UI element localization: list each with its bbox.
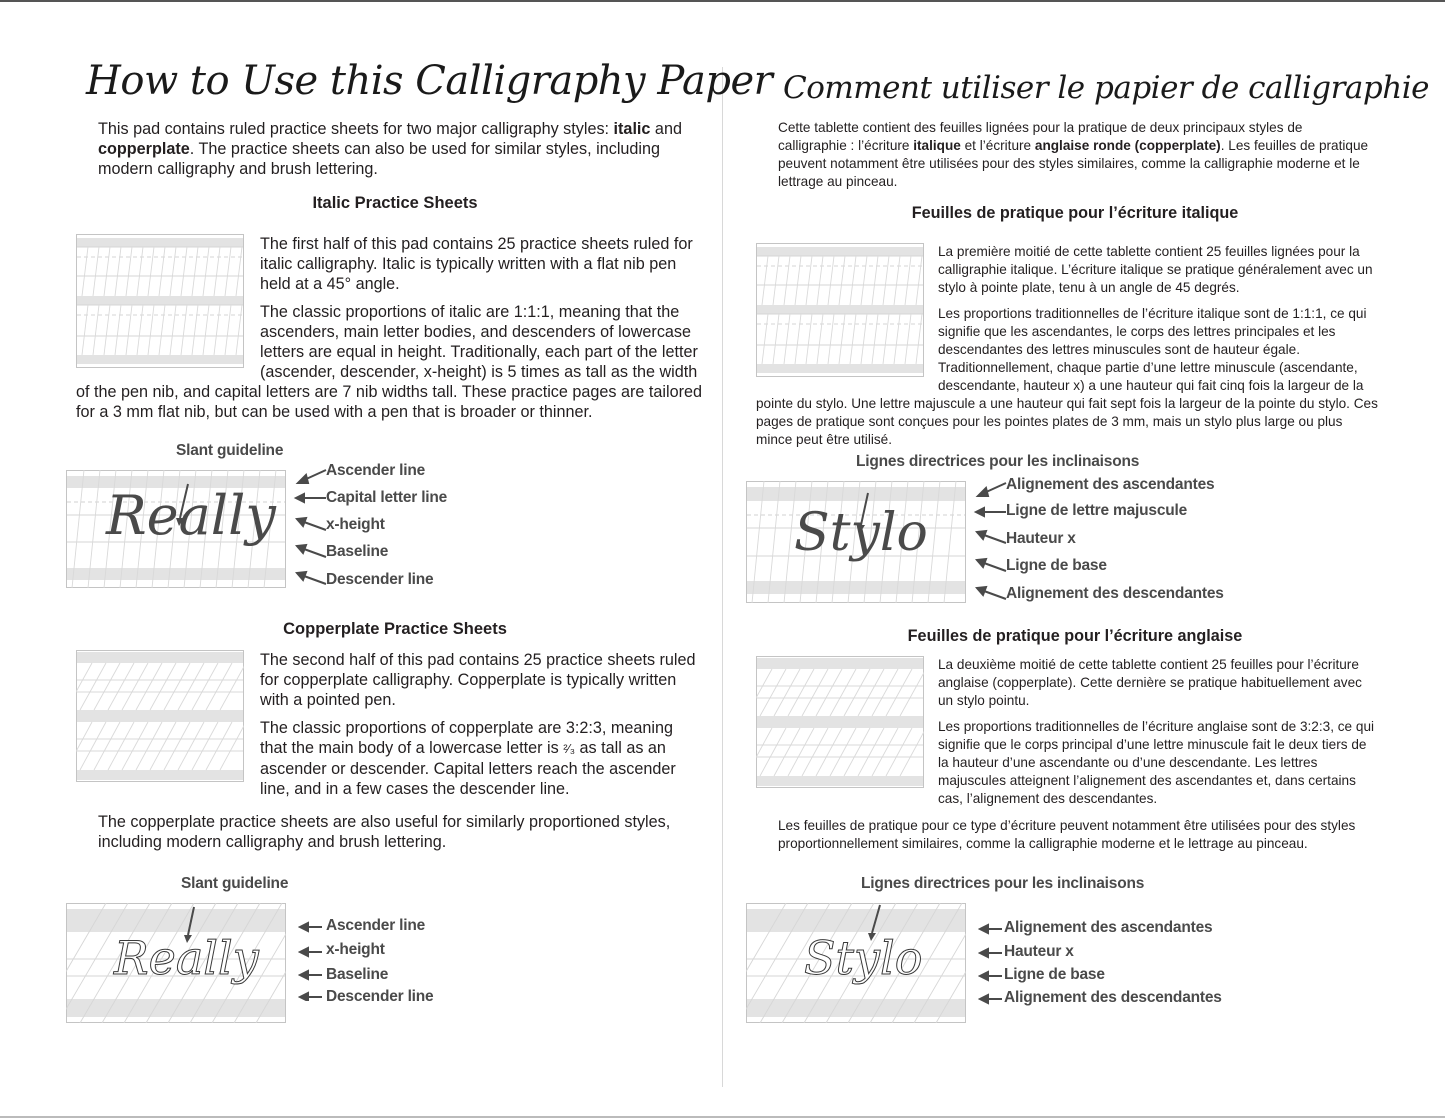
copperplate-para-3-fr: Les feuilles de pratique pour ce type d’écriture peuvent notamment être utilisées pour des styles proportionnellement similaires, comme la calligraphie moderne et le lettrage au pinceau.	[778, 818, 1356, 851]
label-alignement-ascendantes: Alignement des ascendantes	[1004, 919, 1213, 936]
arrow-icons	[292, 464, 328, 590]
copperplate-sheet-thumbnail	[76, 650, 244, 782]
label-alignement-descendantes: Alignement des descendantes	[1004, 989, 1222, 1006]
label-x-height: x-height	[326, 941, 385, 958]
sample-word-really-italic: Really	[106, 484, 276, 547]
copperplate-para-3-en: The copperplate practice sheets are also useful for similarly proportioned styles, including modern calligraphy and brush lettering.	[98, 813, 671, 851]
page-divider	[722, 67, 723, 1087]
italic-section-heading-fr: Feuilles de pratique pour l’écriture italique	[911, 204, 1239, 222]
sample-word-really-copperplate: Really	[114, 931, 259, 985]
italic-section-body-fr	[756, 243, 1378, 449]
copperplate-section-body-fr	[756, 656, 1378, 808]
copperplate-diagram-fr	[746, 875, 1246, 1035]
italic-diagram-fr	[746, 453, 1246, 613]
label-x-height: x-height	[326, 516, 385, 533]
intro-paragraph-fr: Cette tablette contient des feuilles lignées pour la pratique de deux principaux styles de calligraphie : l’écriture italique et l’écriture anglaise ronde (copperplate). Les feuilles de pratique peuvent notamment être utilisées pour des styles similaires, comme la calligraphie moderne et le lettrage au pinceau.	[778, 120, 1369, 189]
label-ascender-line: Ascender line	[326, 917, 426, 934]
label-alignement-ascendantes: Alignement des ascendantes	[1006, 476, 1215, 493]
arrow-icons	[972, 475, 1008, 603]
page-title-en: How to Use this Calligraphy Paper	[86, 58, 773, 104]
copperplate-para-1-en: The second half of this pad contains 25 practice sheets ruled for copperplate calligraphy. Copperplate is typically written with a pointed pen.	[260, 651, 696, 709]
label-ligne-de-base: Ligne de base	[1004, 966, 1105, 983]
arrow-icons	[978, 921, 1004, 1005]
copperplate-para-1-fr: La deuxième moitié de cette tablette contient 25 feuilles pour l’écriture anglaise (copperplate). Cette dernière se pratique habituellement avec un stylo pointu.	[938, 657, 1362, 708]
copperplate-section-body-en	[76, 650, 702, 799]
label-hauteur-x: Hauteur x	[1006, 530, 1076, 547]
label-descender-line: Descender line	[326, 988, 434, 1005]
slant-guideline-label: Slant guideline	[176, 442, 284, 459]
italic-para-2-fr: Les proportions traditionnelles de l’écriture italique sont de 1:1:1, ce qui signifie que les ascendantes, le corps des lettres principales et les descendantes des lettres minuscules sont de hauteur égale. Traditionnellement, chaque partie d’une lettre minuscule (ascendante, descendante, hauteur x) a une hauteur qui fait cinq fois la largeur de la pointe du stylo. Une lettre majuscule a une hauteur qui fait sept fois la largeur de la pointe du stylo. Ces pages de pratique sont conçues pour les pointes plates de 3 mm, mais un stylo plus large ou plus mince peut être utilisé.	[756, 306, 1378, 447]
label-baseline: Baseline	[326, 543, 389, 560]
label-ligne-lettre-majuscule: Ligne de lettre majuscule	[1006, 502, 1188, 519]
italic-sheet-thumbnail	[76, 234, 244, 368]
label-alignement-descendantes: Alignement des descendantes	[1006, 585, 1224, 602]
italic-para-1-fr: La première moitié de cette tablette contient 25 feuilles lignées pour la calligraphie italique. L’écriture italique se pratique généralement avec un stylo à pointe plate, tenu à un angle de 45 degrés.	[938, 244, 1373, 295]
copperplate-para-2-en: The classic proportions of copperplate are 3:2:3, meaning that the main body of a lowercase letter is ²⁄₃ as tall as an ascender or descender. Capital letters reach the ascender line, and in a few cases the descender line.	[260, 719, 676, 798]
label-descender-line: Descender line	[326, 571, 434, 588]
copperplate-para-2-fr: Les proportions traditionnelles de l’écriture anglaise sont de 3:2:3, ce qui signifie que le corps principal d’une lettre minuscule fait le deux tiers de la hauteur d’une ascendante ou d’une descendante. Les lettres majuscules atteignent l’alignement des ascendantes et, dans certains cas, l’alignement des descendantes.	[938, 719, 1375, 806]
italic-para-1-en: The first half of this pad contains 25 practice sheets ruled for italic calligraphy. Italic is typically written with a flat nib pen held at a 45° angle.	[260, 235, 693, 293]
italic-sheet-thumbnail-fr	[756, 243, 924, 377]
italic-section-heading-en: Italic Practice Sheets	[312, 194, 478, 212]
italic-para-2-en: The classic proportions of italic are 1:1:1, meaning that the ascenders, main letter bodies, and descenders of lowercase letters are equal in height. Traditionally, each part of the letter (ascender, descender, x-height) is 5 times as tall as the width of the pen nib, and capital letters are 7 nib widths tall. These practice pages are tailored for a 3 mm flat nib, but can be used with a pen that is broader or thinner.	[76, 303, 702, 421]
label-ascender-line: Ascender line	[326, 462, 426, 479]
slant-guideline-label-fr: Lignes directrices pour les inclinaisons	[861, 875, 1145, 892]
label-capital-letter-line: Capital letter line	[326, 489, 448, 506]
label-baseline: Baseline	[326, 966, 389, 983]
copperplate-section-heading-en: Copperplate Practice Sheets	[283, 620, 507, 638]
slant-guideline-label-fr: Lignes directrices pour les inclinaisons	[856, 453, 1140, 470]
arrow-icons	[298, 919, 324, 1001]
copperplate-section-heading-fr: Feuilles de pratique pour l’écriture anglaise	[907, 627, 1243, 645]
page-title-fr: Comment utiliser le papier de calligraphie	[783, 70, 1429, 106]
slant-guideline-label: Slant guideline	[181, 875, 289, 892]
label-ligne-de-base: Ligne de base	[1006, 557, 1107, 574]
intro-paragraph-en: This pad contains ruled practice sheets for two major calligraphy styles: italic and copperplate. The practice sheets can also be used for similar styles, including modern calligraphy and brush lettering.	[98, 120, 682, 178]
italic-diagram-en	[66, 442, 466, 602]
label-hauteur-x: Hauteur x	[1004, 943, 1074, 960]
copperplate-sheet-thumbnail-fr	[756, 656, 924, 788]
italic-section-body-en	[76, 234, 702, 422]
sample-word-stylo-copperplate: Stylo	[804, 931, 923, 985]
fraction-two-thirds: ²⁄₃	[563, 741, 576, 756]
sample-word-stylo-italic: Stylo	[794, 503, 928, 563]
copperplate-diagram-en	[66, 875, 466, 1035]
